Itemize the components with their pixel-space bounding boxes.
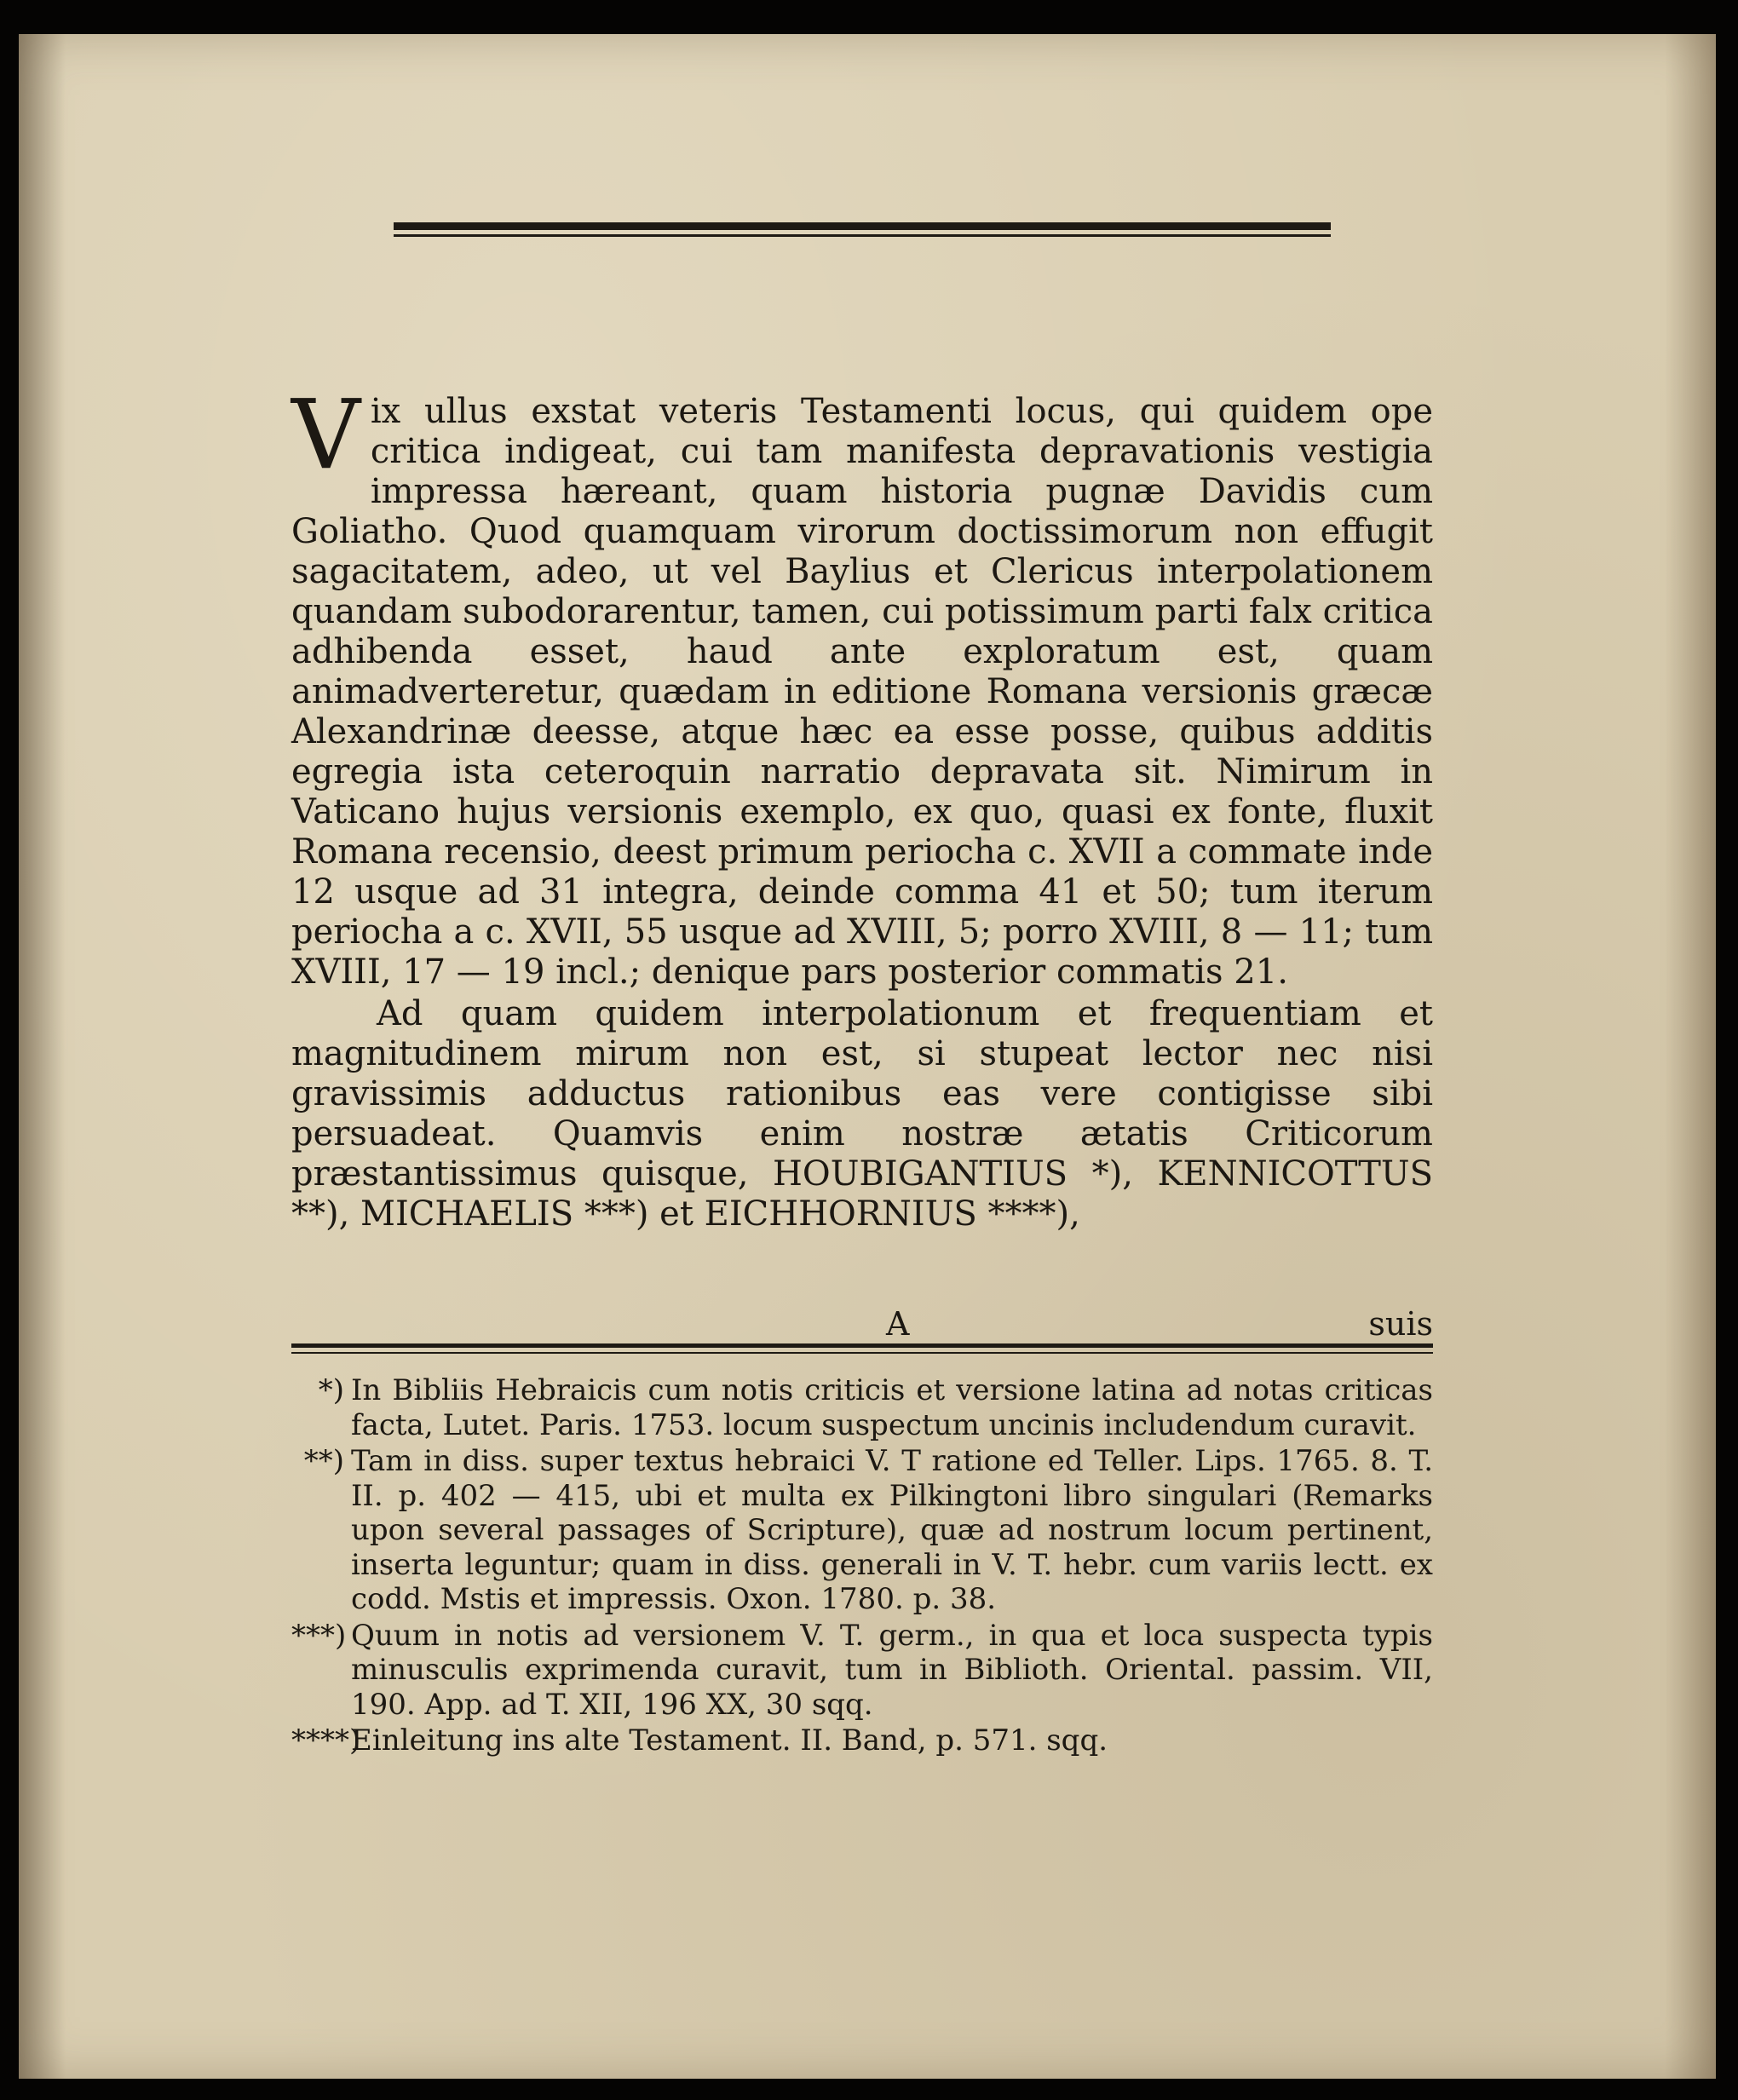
paragraph-2: Ad quam quidem interpolationum et frequentiam et magnitudinem mirum non est, si stupeat lector nec nisi gravissimis adductus rationibus eas vere contigisse sibi persuadeat. Quamvis enim nostræ ætatis Criticorum præstantissimus quisque, HOUBIGANTIUS *), KENNICOTTUS **), MICHAELIS ***) et EICHHORNIUS ****), [291,994,1433,1234]
footnote-marker: ****) [291,1723,361,1758]
catchline [291,1305,1433,1343]
paragraph-1: Vix ullus exstat veteris Testamenti locus, qui quidem ope critica indigeat, cui tam manifesta depravationis vestigia impressa hæreant, quam historia pugnæ Davidis cum Goliatho. Quod quamquam virorum doctissimorum non effugit sagacitatem, adeo, ut vel Baylius et Clericus interpolationem quandam subodorarentur, tamen, cui potissimum parti falx critica adhibenda esset, haud ante exploratum est, quam animadverteretur, quædam in editione Romana versionis græcæ Alexandrinæ deesse, atque hæc ea esse posse, quibus additis egregia ista ceteroquin narratio depravata sit. Nimirum in Vaticano hujus versionis exemplo, ex quo, quasi ex fonte, fluxit Romana recensio, deest primum periocha c. XVII a commate inde 12 usque ad 31 integra, deinde comma 41 et 50; tum iterum periocha a c. XVII, 55 usque ad XVIII, 5; porro XVIII, 8 — 11; tum XVIII, 17 — 19 incl.; denique pars posterior commatis 21. [291,380,1433,992]
signature-mark: A [886,1305,910,1343]
footnote-text: Quum in notis ad versionem V. T. germ., in qua et loca suspecta typis minusculis exprimenda curavit, tum in Biblioth. Oriental. passim. VII, 190. App. ad T. XII, 196 XX, 30 sqq. [351,1618,1433,1722]
footnotes [291,1373,1433,1760]
footnote-text: Einleitung ins alte Testament. II. Band, p. 571. sqq. [351,1723,1108,1758]
book-page [19,34,1716,2079]
footnote-1 [291,1373,1433,1442]
footnote-rule-thin [291,1352,1433,1354]
footnote-text: In Bibliis Hebraicis cum notis criticis et versione latina ad notas criticas facta, Lutet. Paris. 1753. locum suspectum uncinis includendum curavit. [351,1373,1433,1442]
page-edge-shadow [1665,34,1716,2079]
catchword: suis [1368,1305,1433,1343]
footnote-marker: ***) [291,1618,347,1653]
footnote-marker: *) [318,1373,344,1407]
page-gutter-shadow [19,34,66,2079]
header-rule-thick [394,222,1331,230]
main-text [291,380,1433,1234]
footnote-rule-thick [291,1343,1433,1348]
header-rule-thin [394,234,1331,237]
footnote-text: Tam in diss. super textus hebraici V. T ratione ed Teller. Lips. 1765. 8. T. II. p. 402 — 415, ubi et multa ex Pilkingtoni libro singulari (Remarks upon several passages of Scripture), quæ ad nostrum locum pertinent, inserta leguntur; quam in diss. generali in V. T. hebr. cum variis lectt. ex codd. Mstis et impressis. Oxon. 1780. p. 38. [351,1444,1433,1616]
footnote-4 [291,1723,1433,1758]
footnote-3 [291,1619,1433,1723]
footnote-2 [291,1444,1433,1617]
footnote-marker: **) [303,1444,344,1478]
